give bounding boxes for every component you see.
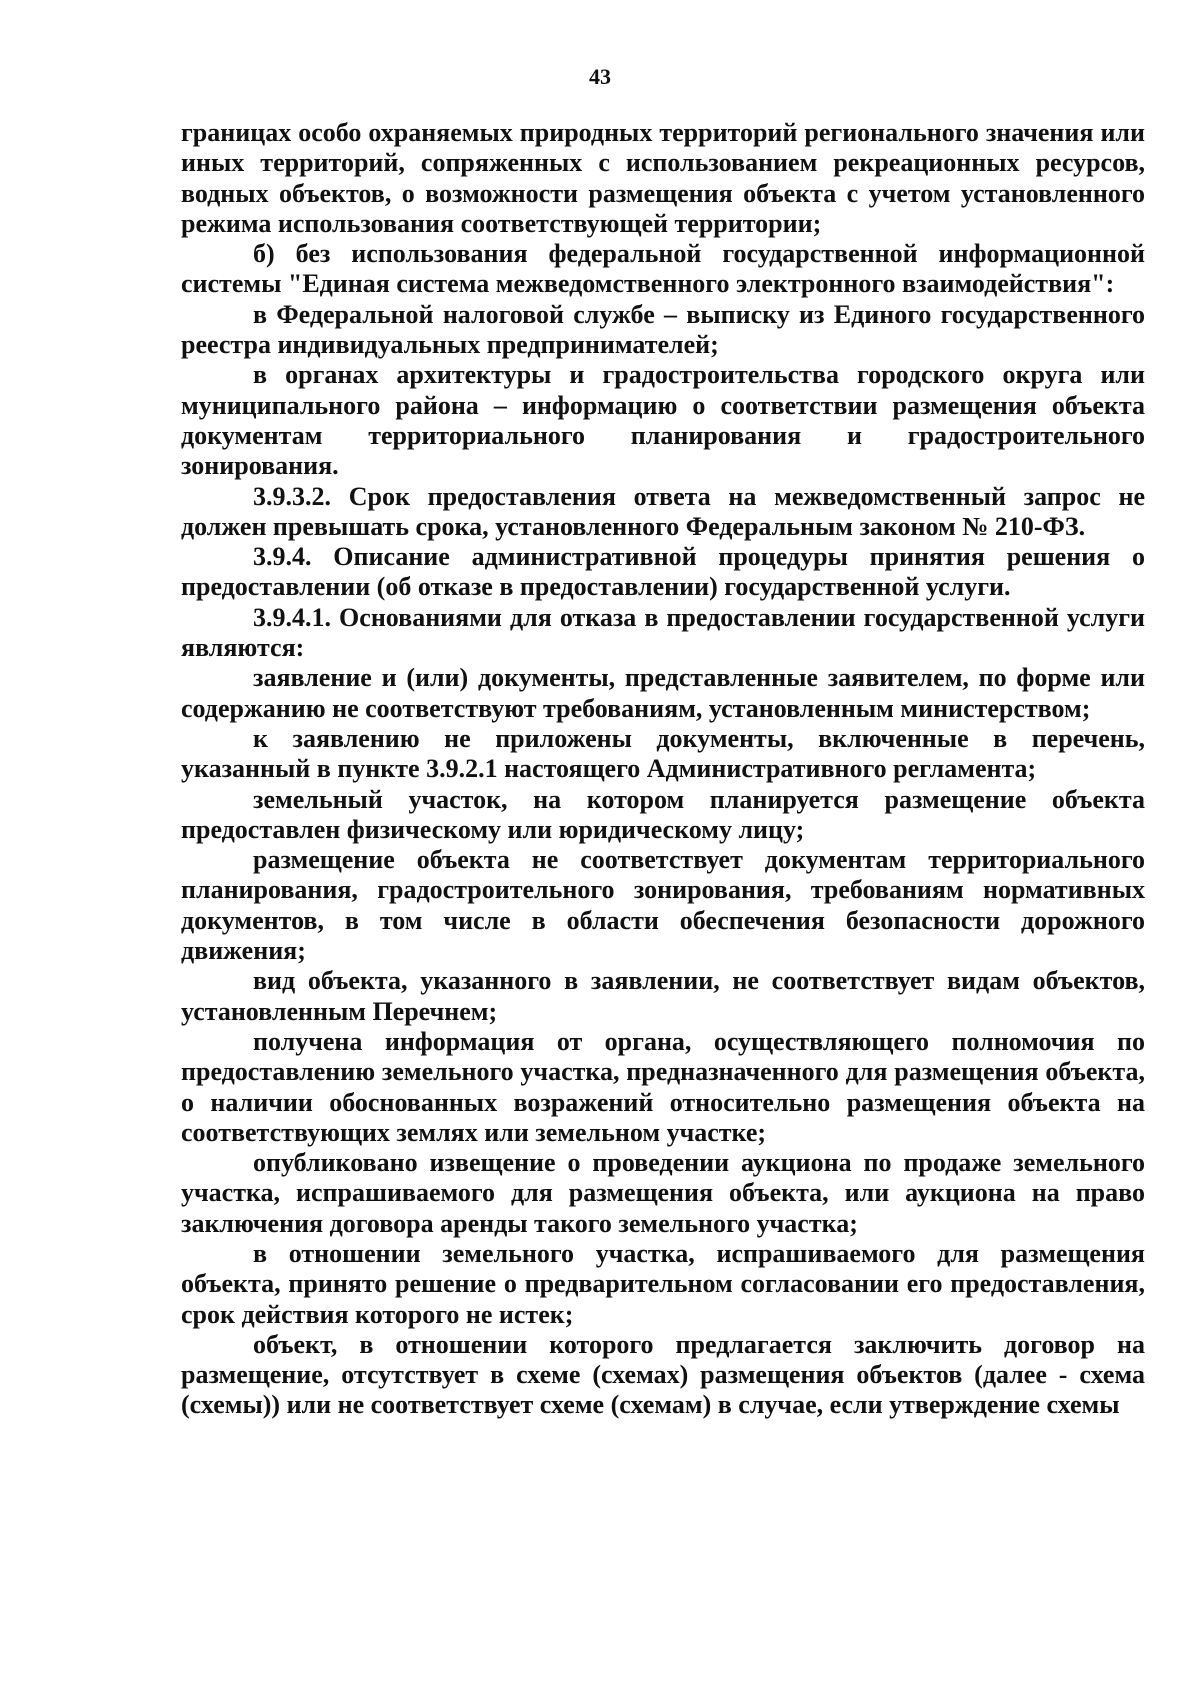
paragraph-refusal-ground-4: размещение объекта не соответствует документам территориального планирования, градостроительного зонирования, требованиям нормативных документов, в том числе в области обеспечения безопасности дорожного движения; [181, 845, 1145, 966]
paragraph-3-9-4-1: 3.9.4.1. Основаниями для отказа в предоставлении государственной услуги являются: [181, 602, 1145, 663]
page-number: 43 [589, 64, 611, 89]
paragraph-refusal-ground-9: объект, в отношении которого предлагается заключить договор на размещение, отсутствует в схеме (схемах) размещения объектов (далее - схема (схемы)) или не соответствует схеме (схемам) в случае, если утверждение схемы [181, 1329, 1145, 1420]
paragraph-architecture-bodies: в органах архитектуры и градостроительства городского округа или муниципального района – информацию о соответствии размещения объекта документам территориального планирования и градостроительного зонирования. [181, 360, 1145, 481]
paragraph-refusal-ground-7: опубликовано извещение о проведении аукциона по продаже земельного участка, испрашиваемого для размещения объекта, или аукциона на право заключения договора аренды такого земельного участка; [181, 1148, 1145, 1238]
paragraph-refusal-ground-5: вид объекта, указанного в заявлении, не соответствует видам объектов, установленным Перечнем; [181, 966, 1145, 1026]
paragraph-refusal-ground-1: заявление и (или) документы, представленные заявителем, по форме или содержанию не соответствуют требованиям, установленным министерством; [181, 663, 1145, 723]
paragraph-refusal-ground-3: земельный участок, на котором планируется размещение объекта предоставлен физическому или юридическому лицу; [181, 784, 1145, 844]
paragraph-tax-service: в Федеральной налоговой службе – выписку из Единого государственного реестра индивидуальных предпринимателей; [181, 299, 1145, 360]
paragraph-item-b: б) без использования федеральной государственной информационной системы "Единая система межведомственного электронного взаимодействия": [181, 239, 1145, 299]
paragraph-refusal-ground-6: получена информация от органа, осуществляющего полномочия по предоставлению земельного участка, предназначенного для размещения объекта, о наличии обоснованных возражений относительно размещения объекта на соответствующих землях или земельном участке; [181, 1026, 1145, 1147]
document-body [181, 118, 1145, 1421]
paragraph-continuation: границах особо охраняемых природных территорий регионального значения или иных территорий, сопряженных с использованием рекреационных ресурсов, водных объектов, о возможности размещения объекта с учетом установленного режима использования соответствующей территории; [181, 118, 1145, 238]
paragraph-3-9-3-2: 3.9.3.2. Срок предоставления ответа на межведомственный запрос не должен превышать срока, установленного Федеральным законом № 210-ФЗ. [181, 481, 1145, 541]
paragraph-refusal-ground-2: к заявлению не приложены документы, включенные в перечень, указанный в пункте 3.9.2.1 настоящего Административного регламента; [181, 723, 1145, 784]
paragraph-3-9-4: 3.9.4. Описание административной процедуры принятия решения о предоставлении (об отказе в предоставлении) государственной услуги. [181, 542, 1145, 602]
paragraph-refusal-ground-8: в отношении земельного участка, испрашиваемого для размещения объекта, принято решение о предварительном согласовании его предоставления, срок действия которого не истек; [181, 1238, 1145, 1329]
